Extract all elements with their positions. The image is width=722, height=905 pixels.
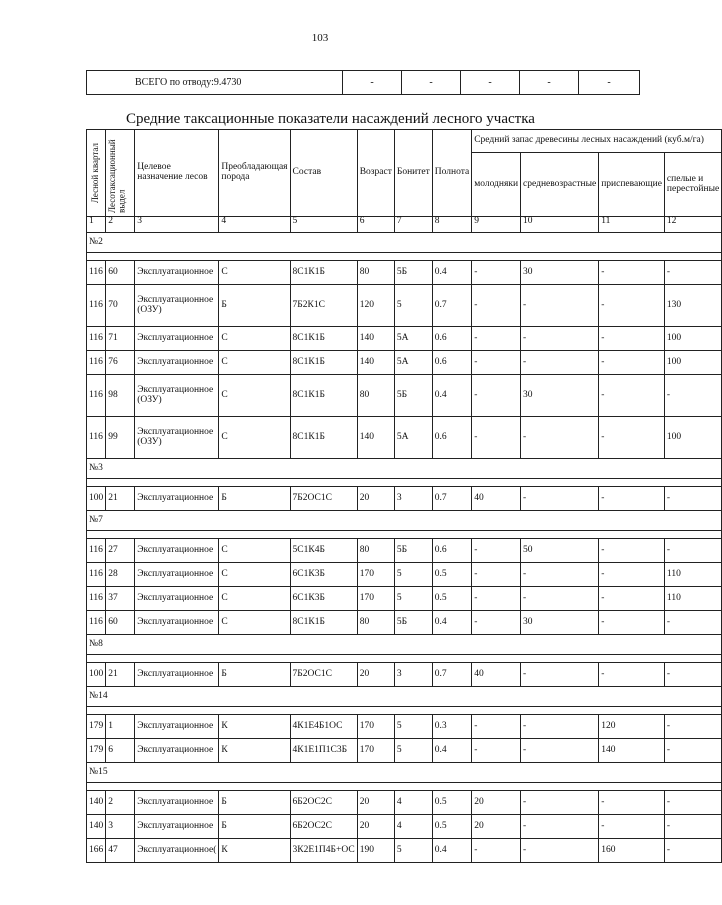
table-cell: -: [472, 285, 521, 327]
table-cell: 6: [106, 739, 135, 763]
header-poroda: Преобладающая порода: [219, 130, 290, 217]
table-row: [87, 375, 722, 417]
table-row: [87, 815, 722, 839]
table-cell: -: [599, 563, 665, 587]
table-cell: 100: [664, 351, 721, 375]
section-label: №8: [87, 635, 722, 655]
table-cell: Эксплуатационное: [135, 611, 219, 635]
table-cell: 110: [664, 563, 721, 587]
table-cell: 20: [357, 791, 394, 815]
table-cell: -: [599, 663, 665, 687]
table-cell: -: [664, 791, 721, 815]
total-cell: -: [461, 71, 520, 95]
table-cell: 100: [664, 417, 721, 459]
table-cell: 5А: [394, 351, 432, 375]
table-cell: -: [521, 815, 599, 839]
header-polnota: Полнота: [432, 130, 471, 217]
table-row: [87, 327, 722, 351]
table-cell: -: [664, 715, 721, 739]
table-cell: С: [219, 587, 290, 611]
table-cell: -: [599, 815, 665, 839]
column-number: 2: [106, 217, 135, 233]
table-cell: Эксплуатационное: [135, 327, 219, 351]
table-cell: -: [472, 539, 521, 563]
total-cell: -: [402, 71, 461, 95]
page-number: 103: [311, 32, 329, 44]
table-cell: 179: [87, 715, 106, 739]
table-cell: -: [472, 587, 521, 611]
table-cell: -: [472, 351, 521, 375]
table-cell: 140: [357, 417, 394, 459]
table-cell: 116: [87, 351, 106, 375]
table-cell: К: [219, 839, 290, 863]
table-cell: -: [664, 839, 721, 863]
table-cell: -: [472, 417, 521, 459]
table-cell: -: [521, 563, 599, 587]
table-cell: 6Б2ОС2С: [290, 815, 357, 839]
section-row: [87, 635, 722, 655]
table-cell: 116: [87, 327, 106, 351]
table-cell: 8С1К1Б: [290, 351, 357, 375]
column-number: 12: [664, 217, 721, 233]
table-cell: -: [599, 587, 665, 611]
column-number: 11: [599, 217, 665, 233]
table-cell: С: [219, 375, 290, 417]
section-label: №2: [87, 233, 722, 253]
table-cell: 4: [394, 791, 432, 815]
table-cell: 0.6: [432, 539, 471, 563]
table-cell: 5А: [394, 417, 432, 459]
table-cell: 40: [472, 487, 521, 511]
table-cell: Эксплуатационное: [135, 487, 219, 511]
table-cell: Эксплуатационное: [135, 261, 219, 285]
section-label: №14: [87, 687, 722, 707]
table-cell: 98: [106, 375, 135, 417]
spacer-row: [87, 707, 722, 715]
table-cell: 0.7: [432, 285, 471, 327]
table-cell: 80: [357, 375, 394, 417]
spacer-row: [87, 655, 722, 663]
spacer-row: [87, 783, 722, 791]
table-cell: Эксплуатационное: [135, 539, 219, 563]
table-cell: -: [521, 739, 599, 763]
table-cell: Эксплуатационное (ОЗУ): [135, 417, 219, 459]
table-cell: 7Б2ОС1С: [290, 487, 357, 511]
table-cell: -: [599, 611, 665, 635]
table-cell: Эксплуатационное: [135, 739, 219, 763]
table-cell: 27: [106, 539, 135, 563]
total-row-table: [86, 70, 640, 95]
table-cell: -: [521, 417, 599, 459]
table-cell: 80: [357, 611, 394, 635]
table-cell: 76: [106, 351, 135, 375]
header-vozrast: Возраст: [357, 130, 394, 217]
table-cell: 5Б: [394, 539, 432, 563]
header-naznach: Целевое назначение лесов: [135, 130, 219, 217]
table-cell: -: [599, 539, 665, 563]
column-number: 8: [432, 217, 471, 233]
table-cell: 50: [521, 539, 599, 563]
table-cell: Эксплуатационное(: [135, 839, 219, 863]
table-cell: 140: [87, 791, 106, 815]
spacer-row: [87, 253, 722, 261]
table-cell: 140: [357, 327, 394, 351]
taxation-table: [86, 129, 722, 863]
table-cell: Б: [219, 487, 290, 511]
table-cell: 130: [664, 285, 721, 327]
table-cell: 0.6: [432, 351, 471, 375]
section-label: №3: [87, 459, 722, 479]
table-cell: 170: [357, 715, 394, 739]
section-row: [87, 687, 722, 707]
table-cell: 30: [521, 261, 599, 285]
table-cell: 3: [394, 487, 432, 511]
column-number: 1: [87, 217, 106, 233]
table-cell: 8С1К1Б: [290, 417, 357, 459]
table-row: [87, 487, 722, 511]
table-cell: 120: [599, 715, 665, 739]
table-cell: 116: [87, 261, 106, 285]
table-cell: С: [219, 611, 290, 635]
column-number: 9: [472, 217, 521, 233]
table-cell: -: [664, 739, 721, 763]
table-cell: 5Б: [394, 375, 432, 417]
table-cell: -: [472, 375, 521, 417]
header-row: [87, 130, 722, 153]
table-cell: -: [599, 285, 665, 327]
header-srednevozrastnye: средневозрастные: [521, 153, 599, 217]
table-cell: 3: [106, 815, 135, 839]
table-cell: -: [521, 285, 599, 327]
table-cell: -: [521, 663, 599, 687]
table-cell: 7Б2К1С: [290, 285, 357, 327]
total-cell: -: [520, 71, 579, 95]
table-cell: 179: [87, 739, 106, 763]
table-row: [87, 839, 722, 863]
table-cell: 0.5: [432, 791, 471, 815]
table-cell: 120: [357, 285, 394, 327]
table-cell: 0.6: [432, 327, 471, 351]
table-cell: -: [664, 487, 721, 511]
table-row: [87, 563, 722, 587]
table-cell: 2: [106, 791, 135, 815]
table-cell: 0.5: [432, 563, 471, 587]
table-row: [87, 739, 722, 763]
column-number: 10: [521, 217, 599, 233]
section-row: [87, 459, 722, 479]
table-cell: 116: [87, 539, 106, 563]
table-cell: -: [664, 539, 721, 563]
table-cell: 71: [106, 327, 135, 351]
table-row: [87, 417, 722, 459]
spacer-row: [87, 479, 722, 487]
table-row: [87, 715, 722, 739]
section-row: [87, 763, 722, 783]
section-row: [87, 511, 722, 531]
total-cell: -: [579, 71, 640, 95]
table-cell: 0.4: [432, 839, 471, 863]
table-cell: -: [599, 417, 665, 459]
table-cell: 20: [472, 815, 521, 839]
table-cell: 80: [357, 539, 394, 563]
table-cell: 5: [394, 739, 432, 763]
table-cell: -: [472, 611, 521, 635]
table-cell: Эксплуатационное (ОЗУ): [135, 375, 219, 417]
table-cell: -: [521, 487, 599, 511]
table-cell: Эксплуатационное: [135, 351, 219, 375]
table-cell: С: [219, 327, 290, 351]
header-vydel: Лесотаксационный выдел: [106, 130, 135, 217]
table-cell: Б: [219, 663, 290, 687]
table-cell: Б: [219, 285, 290, 327]
table-cell: -: [599, 791, 665, 815]
section-row: [87, 233, 722, 253]
table-cell: 100: [87, 663, 106, 687]
header-bonitet: Бонитет: [394, 130, 432, 217]
table-cell: -: [472, 327, 521, 351]
table-cell: 5: [394, 285, 432, 327]
total-label-cell: [87, 71, 343, 95]
table-cell: 20: [357, 487, 394, 511]
table-cell: 5: [394, 563, 432, 587]
header-prispevayushchie: приспевающие: [599, 153, 665, 217]
table-cell: 4: [394, 815, 432, 839]
table-cell: 7Б2ОС1С: [290, 663, 357, 687]
table-cell: 0.6: [432, 417, 471, 459]
table-cell: 5: [394, 587, 432, 611]
table-cell: 60: [106, 261, 135, 285]
table-cell: 140: [357, 351, 394, 375]
table-cell: 20: [357, 815, 394, 839]
table-cell: -: [472, 563, 521, 587]
table-cell: 0.4: [432, 739, 471, 763]
table-cell: 116: [87, 285, 106, 327]
section-label: №15: [87, 763, 722, 783]
section-label: №7: [87, 511, 722, 531]
table-cell: 116: [87, 587, 106, 611]
table-cell: 100: [87, 487, 106, 511]
table-cell: 170: [357, 739, 394, 763]
table-cell: 166: [87, 839, 106, 863]
table-cell: 28: [106, 563, 135, 587]
table-cell: 5Б: [394, 261, 432, 285]
table-cell: -: [472, 261, 521, 285]
table-cell: 21: [106, 487, 135, 511]
table-cell: -: [521, 839, 599, 863]
table-cell: 40: [472, 663, 521, 687]
table-cell: Эксплуатационное (ОЗУ): [135, 285, 219, 327]
header-spelye: спелые и перестойные: [664, 153, 721, 217]
table-cell: 3К2Е1П4Б+ОС: [290, 839, 357, 863]
table-cell: 116: [87, 563, 106, 587]
table-cell: 0.4: [432, 611, 471, 635]
table-cell: С: [219, 417, 290, 459]
table-cell: 0.4: [432, 375, 471, 417]
table-cell: 47: [106, 839, 135, 863]
table-row: [87, 261, 722, 285]
table-row: [87, 587, 722, 611]
table-cell: 20: [357, 663, 394, 687]
table-cell: 116: [87, 375, 106, 417]
table-cell: 80: [357, 261, 394, 285]
table-cell: Эксплуатационное: [135, 791, 219, 815]
table-cell: 160: [599, 839, 665, 863]
table-cell: Эксплуатационное: [135, 715, 219, 739]
table-cell: С: [219, 261, 290, 285]
table-title: Средние таксационные показатели насаждений лесного участка: [126, 111, 535, 127]
table-cell: 5: [394, 715, 432, 739]
total-value: 9.4730: [213, 77, 242, 88]
table-cell: -: [599, 487, 665, 511]
table-cell: 190: [357, 839, 394, 863]
table-cell: -: [599, 327, 665, 351]
table-cell: 0.7: [432, 487, 471, 511]
table-cell: 30: [521, 611, 599, 635]
table-cell: -: [521, 715, 599, 739]
column-number: 7: [394, 217, 432, 233]
table-cell: 1: [106, 715, 135, 739]
table-cell: 0.4: [432, 261, 471, 285]
column-number: 5: [290, 217, 357, 233]
table-cell: 170: [357, 587, 394, 611]
table-cell: 6С1К3Б: [290, 563, 357, 587]
table-cell: 170: [357, 563, 394, 587]
table-cell: Б: [219, 815, 290, 839]
table-cell: 110: [664, 587, 721, 611]
table-cell: 6С1К3Б: [290, 587, 357, 611]
table-cell: 0.3: [432, 715, 471, 739]
table-cell: 140: [87, 815, 106, 839]
column-number: 4: [219, 217, 290, 233]
table-cell: 20: [472, 791, 521, 815]
column-number: 3: [135, 217, 219, 233]
table-cell: -: [521, 587, 599, 611]
table-cell: 0.5: [432, 815, 471, 839]
table-cell: -: [664, 611, 721, 635]
table-cell: -: [472, 715, 521, 739]
table-cell: Эксплуатационное: [135, 563, 219, 587]
table-row: [87, 791, 722, 815]
table-cell: Б: [219, 791, 290, 815]
table-row: [87, 285, 722, 327]
table-cell: Эксплуатационное: [135, 815, 219, 839]
table-row: [87, 351, 722, 375]
column-number: 6: [357, 217, 394, 233]
table-cell: -: [472, 839, 521, 863]
table-cell: Эксплуатационное: [135, 663, 219, 687]
table-cell: 4К1Е4Б1ОС: [290, 715, 357, 739]
table-cell: -: [664, 261, 721, 285]
table-cell: 60: [106, 611, 135, 635]
table-cell: 100: [664, 327, 721, 351]
table-cell: 140: [599, 739, 665, 763]
spacer-row: [87, 531, 722, 539]
table-cell: 8С1К1Б: [290, 375, 357, 417]
header-zapas-group: Средний запас древесины лесных насаждений (куб.м/га): [472, 130, 722, 153]
total-label: ВСЕГО по отводу:: [135, 77, 214, 88]
table-cell: -: [472, 739, 521, 763]
table-cell: 0.5: [432, 587, 471, 611]
table-cell: Эксплуатационное: [135, 587, 219, 611]
column-number-row: [87, 217, 722, 233]
table-cell: -: [599, 375, 665, 417]
table-cell: -: [664, 815, 721, 839]
table-cell: 37: [106, 587, 135, 611]
table-cell: 8С1К1Б: [290, 327, 357, 351]
table-cell: 5Б: [394, 611, 432, 635]
table-row: [87, 611, 722, 635]
table-cell: 5: [394, 839, 432, 863]
table-cell: 21: [106, 663, 135, 687]
table-cell: -: [521, 351, 599, 375]
table-cell: -: [599, 351, 665, 375]
table-cell: 116: [87, 611, 106, 635]
table-cell: -: [664, 375, 721, 417]
table-cell: -: [521, 327, 599, 351]
total-cell: -: [343, 71, 402, 95]
table-cell: 8С1К1Б: [290, 611, 357, 635]
table-cell: -: [664, 663, 721, 687]
table-cell: -: [521, 791, 599, 815]
header-sostav: Состав: [290, 130, 357, 217]
table-cell: С: [219, 539, 290, 563]
table-cell: 99: [106, 417, 135, 459]
table-cell: 4К1Е1П1С3Б: [290, 739, 357, 763]
table-cell: 116: [87, 417, 106, 459]
table-row: [87, 539, 722, 563]
table-cell: С: [219, 563, 290, 587]
table-cell: 70: [106, 285, 135, 327]
table-cell: 0.7: [432, 663, 471, 687]
header-molodnyaki: молодняки: [472, 153, 521, 217]
table-cell: К: [219, 715, 290, 739]
table-cell: 5А: [394, 327, 432, 351]
table-cell: 6Б2ОС2С: [290, 791, 357, 815]
table-cell: С: [219, 351, 290, 375]
table-cell: 5С1К4Б: [290, 539, 357, 563]
table-row: [87, 663, 722, 687]
table-cell: -: [599, 261, 665, 285]
table-cell: 3: [394, 663, 432, 687]
header-kvartal: Лесной квартал: [87, 130, 106, 217]
table-cell: 30: [521, 375, 599, 417]
table-cell: 8С1К1Б: [290, 261, 357, 285]
table-cell: К: [219, 739, 290, 763]
